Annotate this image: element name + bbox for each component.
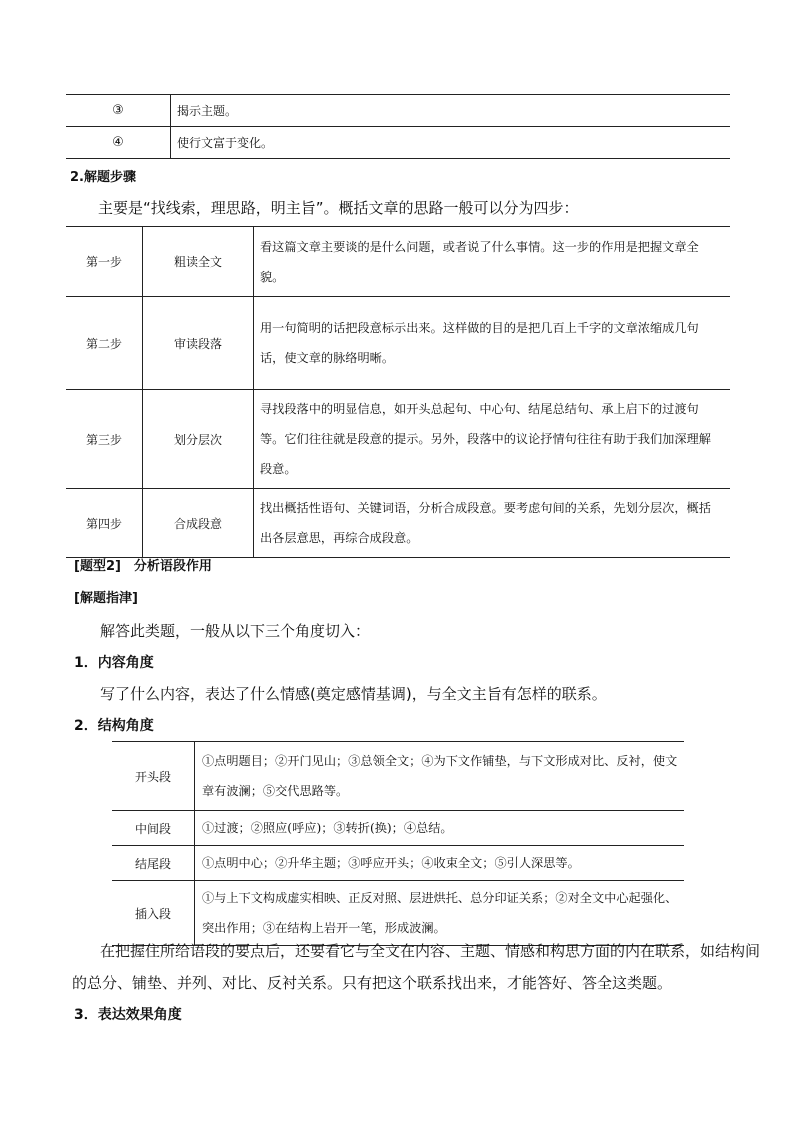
step-description: 看这篇文章主要谈的是什么问题，或者说了什么事情。这一步的作用是把握文章全貌。 <box>254 227 731 297</box>
paragraph-type-functions: ①与上下文构成虚实相映、正反对照、层进烘托、总分印证关系；②对全文中心起强化、突出作用；③在结构上岩开一笔，形成波澜。 <box>195 881 685 946</box>
step-description: 寻找段落中的明显信息，如开头总起句、中心句、结尾总结句、承上启下的过渡句等。它们往往就是段意的提示。另外，段落中的议论抒情句往往有助于我们加深理解段意。 <box>254 390 731 489</box>
angle1-heading: 1．内容角度 <box>74 655 154 671</box>
steps-table <box>66 226 730 558</box>
step-label: 第一步 <box>66 227 143 297</box>
step-action: 审读段落 <box>143 297 254 390</box>
structure-table <box>112 741 684 946</box>
table-row <box>66 297 730 390</box>
guide-intro: 解答此类题，一般从以下三个角度切入： <box>100 622 371 640</box>
connection-paragraph-line1: 在把握住所给语段的要点后，还要看它与全文在内容、主题、情感和构思方面的内在联系，如结构间 <box>100 942 761 960</box>
row-text: 使行文富于变化。 <box>171 127 731 159</box>
angle3-heading: 3．表达效果角度 <box>74 1007 182 1023</box>
connection-paragraph-line2: 的总分、铺垫、并列、对比、反衬关系。只有把这个联系找出来，才能答好、答全这类题。 <box>72 974 673 992</box>
section2-heading: 2.解题步骤 <box>70 170 136 185</box>
step-label: 第三步 <box>66 390 143 489</box>
table-row <box>66 227 730 297</box>
table-row <box>66 127 730 159</box>
angle2-heading: 2．结构角度 <box>74 718 154 734</box>
step-action: 合成段意 <box>143 489 254 558</box>
table-row <box>112 811 684 846</box>
step-label: 第四步 <box>66 489 143 558</box>
angle1-text: 写了什么内容，表达了什么情感(奠定感情基调)，与全文主旨有怎样的联系。 <box>100 685 607 703</box>
guide-heading: [解题指津] <box>74 591 138 606</box>
paragraph-type-functions: ①点明题目；②开门见山；③总领全文；④为下文作铺垫，与下文形成对比、反衬，使文章有波澜；⑤交代思路等。 <box>195 742 685 811</box>
paragraph-type-label: 开头段 <box>112 742 195 811</box>
table-row <box>66 390 730 489</box>
techniques-table-continuation <box>66 94 730 159</box>
step-label: 第二步 <box>66 297 143 390</box>
step-description: 用一句简明的话把段意标示出来。这样做的目的是把几百上千字的文章浓缩成几句话，使文章的脉络明晰。 <box>254 297 731 390</box>
row-text: 揭示主题。 <box>171 95 731 127</box>
paragraph-type-functions: ①过渡；②照应(呼应)；③转折(换)；④总结。 <box>195 811 685 846</box>
paragraph-type-functions: ①点明中心；②升华主题；③呼应开头；④收束全文；⑤引人深思等。 <box>195 846 685 881</box>
table-row <box>112 881 684 946</box>
table-row <box>112 742 684 811</box>
type2-heading: [题型2] 分析语段作用 <box>74 559 212 574</box>
row-number: ③ <box>66 95 171 127</box>
section2-intro: 主要是“找线索，理思路，明主旨”。概括文章的思路一般可以分为四步： <box>98 199 579 217</box>
table-row <box>66 489 730 558</box>
step-action: 划分层次 <box>143 390 254 489</box>
paragraph-type-label: 结尾段 <box>112 846 195 881</box>
paragraph-type-label: 插入段 <box>112 881 195 946</box>
table-row <box>112 846 684 881</box>
paragraph-type-label: 中间段 <box>112 811 195 846</box>
step-description: 找出概括性语句、关键词语，分析合成段意。要考虑句间的关系，先划分层次，概括出各层意思，再综合成段意。 <box>254 489 731 558</box>
step-action: 粗读全文 <box>143 227 254 297</box>
table-row <box>66 95 730 127</box>
row-number: ④ <box>66 127 171 159</box>
